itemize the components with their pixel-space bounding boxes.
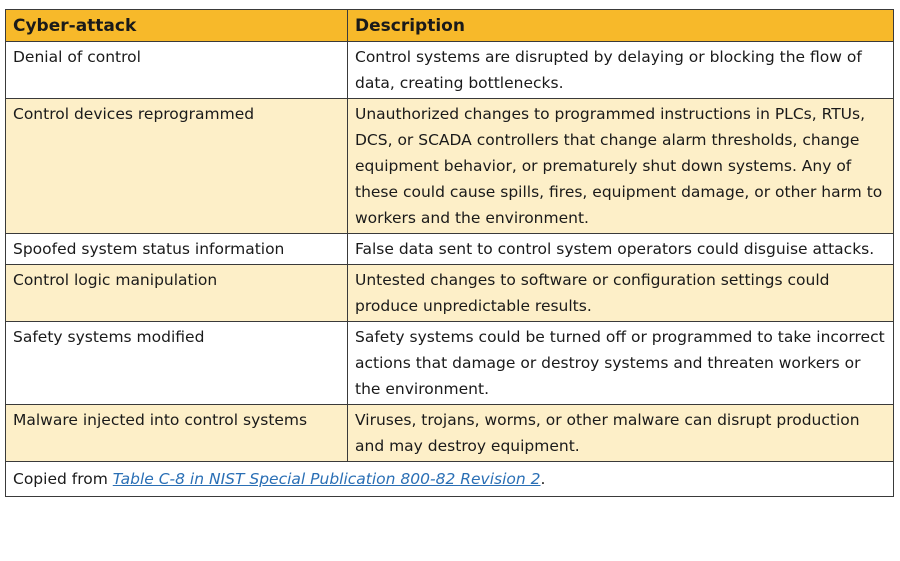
- attack-cell: Spoofed system status information: [6, 234, 348, 265]
- column-header-description: Description: [348, 10, 894, 42]
- description-cell: Control systems are disrupted by delaying or blocking the flow of data, creating bottlenecks.: [348, 42, 894, 99]
- table-row: [6, 99, 894, 234]
- description-cell: False data sent to control system operators could disguise attacks.: [348, 234, 894, 265]
- attack-cell: Control logic manipulation: [6, 265, 348, 322]
- table-footer-row: [6, 462, 894, 497]
- table-row: [6, 234, 894, 265]
- column-header-cyber-attack: Cyber-attack: [6, 10, 348, 42]
- attack-cell: Safety systems modified: [6, 322, 348, 405]
- attack-cell: Malware injected into control systems: [6, 405, 348, 462]
- table-row: [6, 42, 894, 99]
- cyber-attack-table: [5, 9, 894, 497]
- description-cell: Viruses, trojans, worms, or other malware can disrupt production and may destroy equipment.: [348, 405, 894, 462]
- source-citation: [6, 462, 894, 497]
- nist-source-link[interactable]: Table C-8 in NIST Special Publication 800-82 Revision 2: [112, 470, 541, 488]
- citation-suffix: .: [540, 470, 546, 488]
- citation-prefix: Copied from: [13, 470, 113, 488]
- table-row: [6, 322, 894, 405]
- attack-cell: Control devices reprogrammed: [6, 99, 348, 234]
- description-cell: Unauthorized changes to programmed instructions in PLCs, RTUs, DCS, or SCADA controllers that change alarm thresholds, change equipment behavior, or prematurely shut down systems. Any of these could cause spills, fires, equipment damage, or other harm to workers and the environment.: [348, 99, 894, 234]
- cyber-attack-table-container: [5, 9, 893, 497]
- description-cell: Untested changes to software or configuration settings could produce unpredictable results.: [348, 265, 894, 322]
- table-row: [6, 405, 894, 462]
- table-row: [6, 265, 894, 322]
- table-header-row: [6, 10, 894, 42]
- description-cell: Safety systems could be turned off or programmed to take incorrect actions that damage or destroy systems and threaten workers or the environment.: [348, 322, 894, 405]
- attack-cell: Denial of control: [6, 42, 348, 99]
